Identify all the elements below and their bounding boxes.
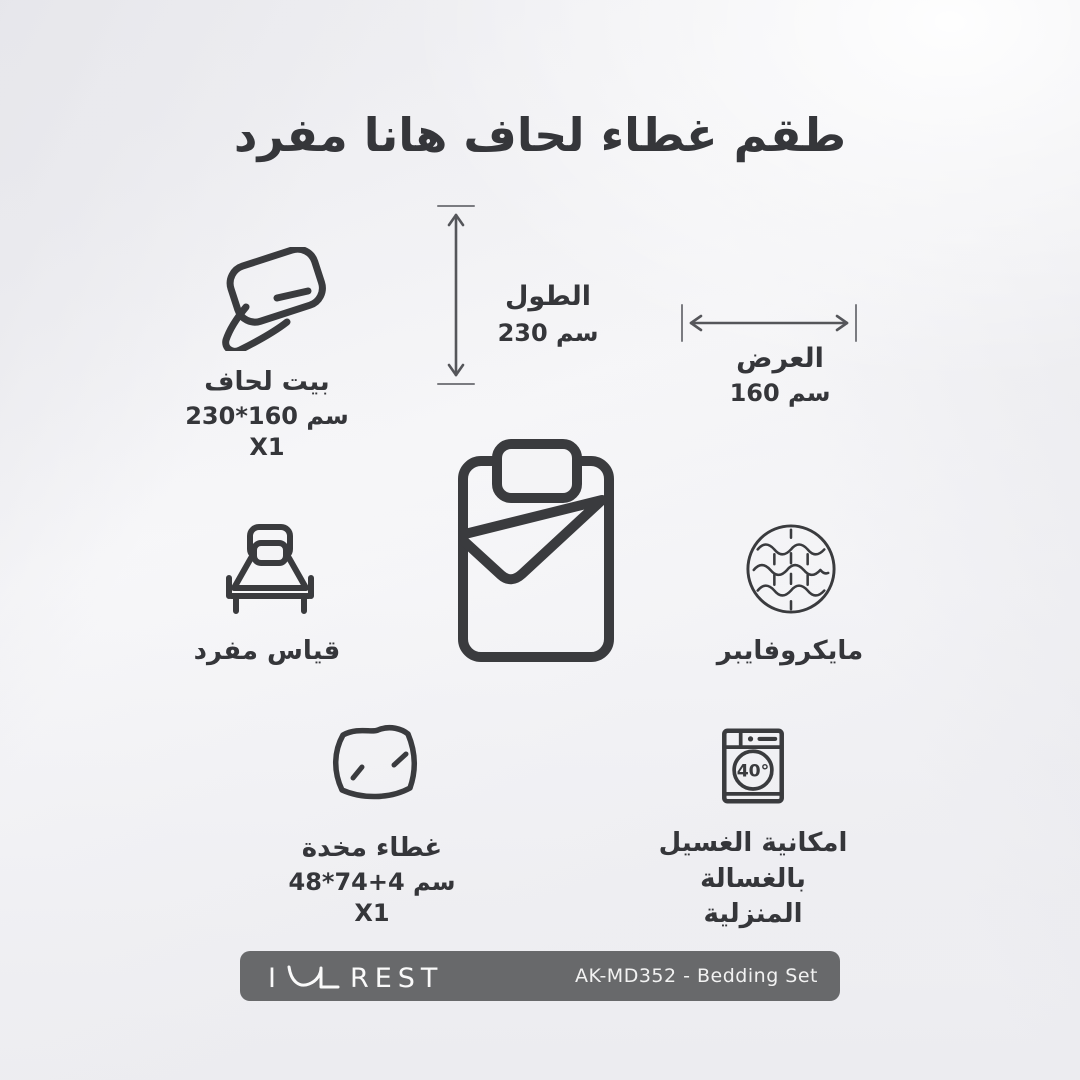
brand-logo xyxy=(268,960,443,992)
footer-bar xyxy=(240,951,840,1001)
length-label: الطول xyxy=(504,281,592,312)
length-arrow-icon xyxy=(435,203,477,387)
brand-letter-i: I xyxy=(268,963,282,994)
item-duvet-cover-qty: X1 xyxy=(249,433,285,461)
brand-wave-icon xyxy=(286,960,346,992)
feature-washing-line2: بالغسالة المنزلية xyxy=(700,864,806,930)
width-value: 160 سم xyxy=(729,379,831,407)
width-arrow-icon xyxy=(678,302,860,344)
duvet-cover-icon xyxy=(455,437,617,665)
item-duvet-cover-size: 230*160 سم xyxy=(185,402,349,430)
single-bed-icon xyxy=(220,524,320,618)
item-duvet-cover-label: بيت لحاف xyxy=(204,367,330,397)
brand-letters-rest: REST xyxy=(349,963,444,994)
feature-microfiber-label: مايكروفايبر xyxy=(716,636,864,666)
item-bed-size-label: قياس مفرد xyxy=(193,636,341,666)
folded-duvet-icon xyxy=(213,247,329,351)
microfiber-icon xyxy=(744,522,838,616)
pillow-icon xyxy=(328,723,420,805)
feature-washing-line1: امكانية الغسيل xyxy=(658,828,848,858)
item-pillowcase-size: 48*74+4 سم xyxy=(288,868,456,896)
item-pillowcase-qty: X1 xyxy=(354,899,390,927)
length-value: 230 سم xyxy=(497,319,599,347)
width-label: العرض xyxy=(736,343,824,374)
page-title: طقم غطاء لحاف هانا مفرد xyxy=(233,108,847,162)
item-pillowcase-label: غطاء مخدة xyxy=(301,833,443,863)
wash-temp-label: 40° xyxy=(736,761,770,782)
product-sku-label: AK-MD352 - Bedding Set xyxy=(574,965,818,987)
washing-machine-icon xyxy=(721,723,785,809)
